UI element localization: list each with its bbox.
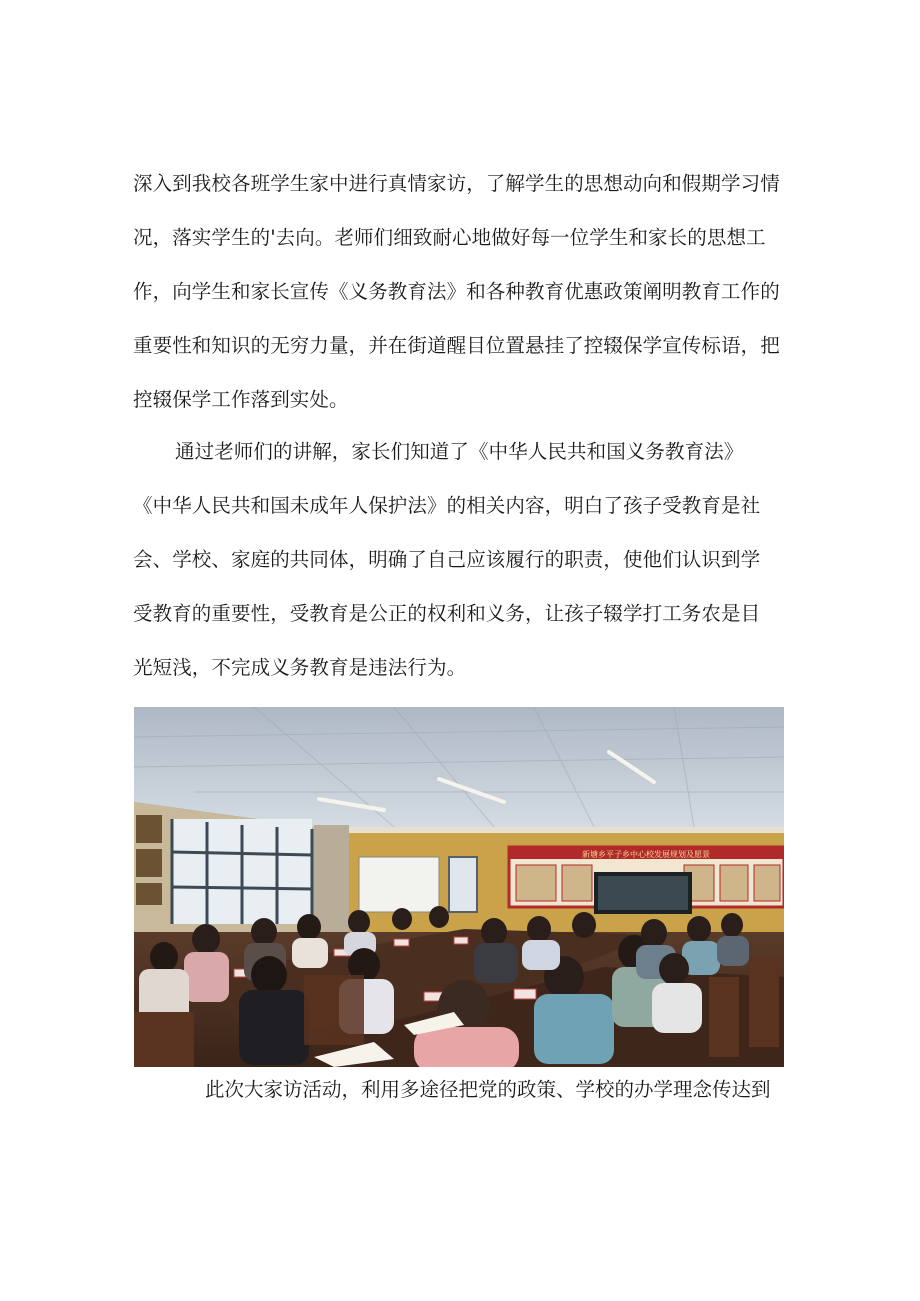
paragraph-activity-summary: [205, 1063, 805, 1117]
text-line: 会、学校、家庭的共同体，明确了自己应该履行的职责，使他们认识到学: [133, 548, 761, 571]
text-line: 此次大家访活动，利用多途径把党的政策、学校的办学理念传达到: [205, 1078, 771, 1101]
text-line: 《中华人民共和国未成年人保护法》的相关内容，明白了孩子受教育是社: [133, 494, 761, 517]
text-line: 况，落实学生的'去向。老师们细致耐心地做好每一位学生和家长的思想工: [133, 226, 766, 249]
text-line: 光短浅，不完成义务教育是违法行为。: [133, 656, 467, 679]
text-line: 作，向学生和家长宣传《义务教育法》和各种教育优惠政策阐明教育工作的: [133, 280, 780, 303]
text-line: 受教育的重要性，受教育是公正的权利和义务，让孩子辍学打工务农是目: [133, 602, 761, 625]
photo-banner-text: 新塘乡平子乡中心校发展规划及愿景: [582, 850, 710, 859]
text-line: 深入到我校各班学生家中进行真情家访，了解学生的思想动向和假期学习情: [133, 172, 780, 195]
text-line: 控辍保学工作落到实处。: [133, 388, 349, 411]
paragraph-parents-learned: [133, 425, 793, 695]
paragraph-home-visits: [133, 157, 793, 427]
text-line: 重要性和知识的无穷力量，并在街道醒目位置悬挂了控辍保学宣传标语，把: [133, 334, 780, 357]
meeting-room-photo: [134, 707, 784, 1067]
text-line: 通过老师们的讲解，家长们知道了《中华人民共和国义务教育法》: [175, 440, 744, 463]
